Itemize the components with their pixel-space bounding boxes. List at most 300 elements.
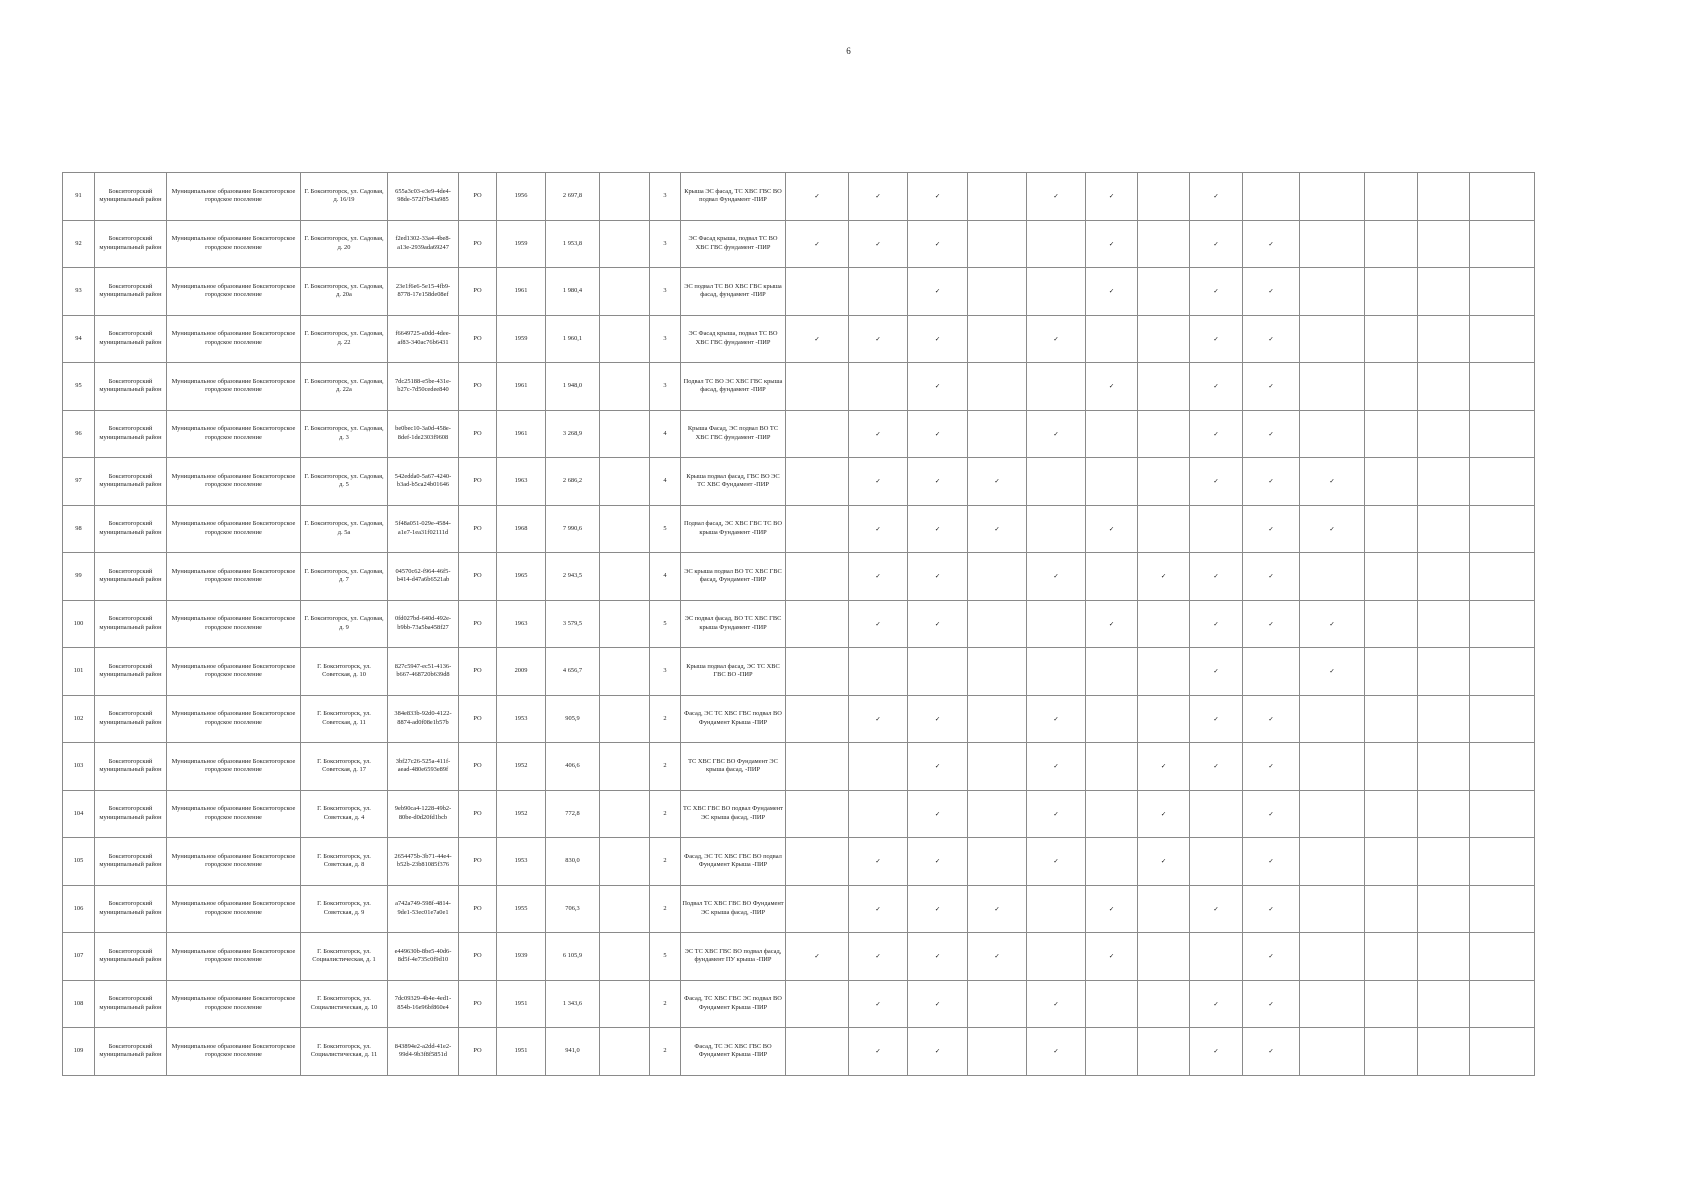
empty-check-cell [786, 838, 849, 886]
building-id-cell: f2ed1302-33a4-4be8-a13e-2939ada69247 [388, 220, 459, 268]
check-mark-icon: ✓ [849, 315, 908, 363]
table-row [63, 363, 1535, 411]
year-built-cell: 1953 [497, 695, 546, 743]
area-cell: 406,6 [546, 743, 600, 791]
table-row [63, 1028, 1535, 1076]
table-row [63, 553, 1535, 601]
works-cell: Фасад, ЭС ТС ХВС ГВС подвал ВО Фундамент Крыша -ПИР [681, 695, 786, 743]
empty-cell [600, 790, 650, 838]
check-mark-icon: ✓ [908, 743, 968, 791]
empty-check-cell [1365, 790, 1418, 838]
fund-type-cell: РО [459, 315, 497, 363]
floors-cell: 5 [650, 600, 681, 648]
floors-cell: 4 [650, 458, 681, 506]
fund-type-cell: РО [459, 933, 497, 981]
municipality-cell: Муниципальное образование Бокситогорское городское поселение [167, 980, 301, 1028]
address-cell: Г. Бокситогорск, ул. Социалистическая, д. 1 [301, 933, 388, 981]
empty-check-cell [968, 790, 1027, 838]
fund-type-cell: РО [459, 553, 497, 601]
check-mark-icon: ✓ [968, 505, 1027, 553]
empty-check-cell [1027, 268, 1086, 316]
check-mark-icon: ✓ [1086, 885, 1138, 933]
empty-check-cell [1418, 600, 1470, 648]
row-number-cell: 95 [63, 363, 95, 411]
check-mark-icon: ✓ [968, 933, 1027, 981]
check-mark-icon: ✓ [908, 505, 968, 553]
municipality-cell: Муниципальное образование Бокситогорское городское поселение [167, 363, 301, 411]
municipality-cell: Муниципальное образование Бокситогорское городское поселение [167, 458, 301, 506]
check-mark-icon: ✓ [908, 980, 968, 1028]
table-row [63, 980, 1535, 1028]
empty-check-cell [1190, 505, 1243, 553]
municipality-cell: Муниципальное образование Бокситогорское городское поселение [167, 410, 301, 458]
floors-cell: 2 [650, 695, 681, 743]
row-number-cell: 100 [63, 600, 95, 648]
empty-check-cell [1300, 173, 1365, 221]
address-cell: Г. Бокситогорск, ул. Садовая, д. 5 [301, 458, 388, 506]
empty-check-cell [1418, 173, 1470, 221]
empty-check-cell [1418, 220, 1470, 268]
address-cell: Г. Бокситогорск, ул. Садовая, д. 5а [301, 505, 388, 553]
district-cell: Бокситогорский муниципальный район [95, 220, 167, 268]
empty-check-cell [786, 885, 849, 933]
district-cell: Бокситогорский муниципальный район [95, 885, 167, 933]
check-mark-icon: ✓ [1027, 173, 1086, 221]
building-id-cell: 827c5947-ec51-4136-b667-468720b639d8 [388, 648, 459, 696]
building-id-cell: 9eb90ca4-1228-49b2-80be-d0d20fd1bcb [388, 790, 459, 838]
address-cell: Г. Бокситогорск, ул. Социалистическая, д. 10 [301, 980, 388, 1028]
check-mark-icon: ✓ [1190, 885, 1243, 933]
check-mark-icon: ✓ [1243, 220, 1300, 268]
building-id-cell: 23e1f6e6-5e15-4fb9-8778-17e158de08ef [388, 268, 459, 316]
empty-cell [600, 268, 650, 316]
empty-cell [600, 695, 650, 743]
municipality-cell: Муниципальное образование Бокситогорское городское поселение [167, 505, 301, 553]
housing-register-table [62, 172, 1535, 1076]
check-mark-icon: ✓ [908, 838, 968, 886]
empty-check-cell [786, 695, 849, 743]
fund-type-cell: РО [459, 410, 497, 458]
empty-cell [600, 600, 650, 648]
district-cell: Бокситогорский муниципальный район [95, 410, 167, 458]
empty-check-cell [1300, 885, 1365, 933]
district-cell: Бокситогорский муниципальный район [95, 268, 167, 316]
check-mark-icon: ✓ [1086, 173, 1138, 221]
empty-check-cell [1470, 410, 1535, 458]
check-mark-icon: ✓ [1243, 980, 1300, 1028]
address-cell: Г. Бокситогорск, ул. Советская, д. 4 [301, 790, 388, 838]
empty-check-cell [1086, 410, 1138, 458]
empty-check-cell [1300, 363, 1365, 411]
empty-check-cell [1365, 220, 1418, 268]
empty-check-cell [786, 505, 849, 553]
address-cell: Г. Бокситогорск, ул. Садовая, д. 3 [301, 410, 388, 458]
address-cell: Г. Бокситогорск, ул. Советская, д. 17 [301, 743, 388, 791]
empty-check-cell [786, 1028, 849, 1076]
fund-type-cell: РО [459, 173, 497, 221]
empty-check-cell [968, 315, 1027, 363]
table-row [63, 743, 1535, 791]
empty-check-cell [1365, 173, 1418, 221]
empty-check-cell [1418, 458, 1470, 506]
empty-check-cell [968, 363, 1027, 411]
empty-cell [600, 458, 650, 506]
empty-check-cell [968, 600, 1027, 648]
year-built-cell: 1939 [497, 933, 546, 981]
empty-check-cell [1418, 790, 1470, 838]
area-cell: 1 980,4 [546, 268, 600, 316]
empty-check-cell [968, 980, 1027, 1028]
empty-check-cell [1190, 790, 1243, 838]
empty-check-cell [968, 695, 1027, 743]
row-number-cell: 103 [63, 743, 95, 791]
check-mark-icon: ✓ [968, 458, 1027, 506]
empty-check-cell [1418, 553, 1470, 601]
check-mark-icon: ✓ [968, 885, 1027, 933]
empty-check-cell [1138, 315, 1190, 363]
check-mark-icon: ✓ [1190, 980, 1243, 1028]
empty-check-cell [1086, 648, 1138, 696]
address-cell: Г. Бокситогорск, ул. Садовая, д. 20а [301, 268, 388, 316]
empty-check-cell [1470, 315, 1535, 363]
check-mark-icon: ✓ [849, 838, 908, 886]
empty-check-cell [1027, 648, 1086, 696]
check-mark-icon: ✓ [1086, 600, 1138, 648]
row-number-cell: 97 [63, 458, 95, 506]
check-mark-icon: ✓ [908, 695, 968, 743]
row-number-cell: 94 [63, 315, 95, 363]
empty-check-cell [1365, 838, 1418, 886]
empty-check-cell [1418, 933, 1470, 981]
works-cell: Фасад, ЭС ТС ХВС ГВС ВО подвал Фундамент Крыша -ПИР [681, 838, 786, 886]
building-id-cell: 3bf27c26-525a-411f-aead-480e6593e89f [388, 743, 459, 791]
fund-type-cell: РО [459, 885, 497, 933]
empty-check-cell [1365, 315, 1418, 363]
empty-check-cell [1086, 790, 1138, 838]
check-mark-icon: ✓ [1190, 410, 1243, 458]
row-number-cell: 105 [63, 838, 95, 886]
check-mark-icon: ✓ [849, 173, 908, 221]
empty-check-cell [1470, 790, 1535, 838]
empty-check-cell [1418, 363, 1470, 411]
empty-check-cell [1027, 220, 1086, 268]
empty-check-cell [786, 980, 849, 1028]
empty-check-cell [786, 600, 849, 648]
table-row [63, 790, 1535, 838]
table-row [63, 505, 1535, 553]
empty-check-cell [1086, 315, 1138, 363]
empty-check-cell [1365, 648, 1418, 696]
empty-check-cell [1138, 458, 1190, 506]
municipality-cell: Муниципальное образование Бокситогорское городское поселение [167, 885, 301, 933]
floors-cell: 2 [650, 885, 681, 933]
check-mark-icon: ✓ [1190, 648, 1243, 696]
fund-type-cell: РО [459, 600, 497, 648]
floors-cell: 5 [650, 933, 681, 981]
check-mark-icon: ✓ [1086, 363, 1138, 411]
check-mark-icon: ✓ [1190, 695, 1243, 743]
check-mark-icon: ✓ [1027, 980, 1086, 1028]
works-cell: Подвал фасад, ЭС ХВС ГВС ТС ВО крыша Фундамент -ПИР [681, 505, 786, 553]
check-mark-icon: ✓ [908, 790, 968, 838]
check-mark-icon: ✓ [1190, 315, 1243, 363]
check-mark-icon: ✓ [849, 410, 908, 458]
building-id-cell: 655a3c03-e3e9-4de4-98de-572f7b43a985 [388, 173, 459, 221]
municipality-cell: Муниципальное образование Бокситогорское городское поселение [167, 933, 301, 981]
municipality-cell: Муниципальное образование Бокситогорское городское поселение [167, 220, 301, 268]
empty-check-cell [1470, 933, 1535, 981]
year-built-cell: 1955 [497, 885, 546, 933]
area-cell: 1 960,1 [546, 315, 600, 363]
empty-check-cell [968, 220, 1027, 268]
year-built-cell: 1952 [497, 743, 546, 791]
empty-check-cell [1470, 743, 1535, 791]
fund-type-cell: РО [459, 363, 497, 411]
address-cell: Г. Бокситогорск, ул. Садовая, д. 16/19 [301, 173, 388, 221]
table-body [63, 173, 1535, 1076]
empty-check-cell [1365, 695, 1418, 743]
empty-check-cell [1300, 933, 1365, 981]
empty-check-cell [1243, 173, 1300, 221]
empty-check-cell [1365, 980, 1418, 1028]
fund-type-cell: РО [459, 743, 497, 791]
year-built-cell: 1963 [497, 458, 546, 506]
works-cell: ЭС подвал фасад, ВО ТС ХВС ГВС крыша Фундамент -ПИР [681, 600, 786, 648]
table-row [63, 933, 1535, 981]
area-cell: 7 990,6 [546, 505, 600, 553]
check-mark-icon: ✓ [1243, 600, 1300, 648]
fund-type-cell: РО [459, 790, 497, 838]
empty-check-cell [1470, 505, 1535, 553]
municipality-cell: Муниципальное образование Бокситогорское городское поселение [167, 790, 301, 838]
address-cell: Г. Бокситогорск, ул. Садовая, д. 9 [301, 600, 388, 648]
check-mark-icon: ✓ [1027, 315, 1086, 363]
building-id-cell: 542edda0-5a67-4240-b3ad-b5ca24b01646 [388, 458, 459, 506]
empty-check-cell [1300, 980, 1365, 1028]
empty-check-cell [1300, 553, 1365, 601]
empty-check-cell [1470, 600, 1535, 648]
row-number-cell: 93 [63, 268, 95, 316]
empty-check-cell [1470, 268, 1535, 316]
check-mark-icon: ✓ [908, 885, 968, 933]
floors-cell: 2 [650, 1028, 681, 1076]
area-cell: 1 948,0 [546, 363, 600, 411]
empty-check-cell [1300, 743, 1365, 791]
row-number-cell: 108 [63, 980, 95, 1028]
empty-check-cell [1300, 695, 1365, 743]
year-built-cell: 1959 [497, 220, 546, 268]
floors-cell: 2 [650, 838, 681, 886]
table-row [63, 838, 1535, 886]
check-mark-icon: ✓ [1190, 1028, 1243, 1076]
row-number-cell: 101 [63, 648, 95, 696]
fund-type-cell: РО [459, 838, 497, 886]
empty-check-cell [1365, 933, 1418, 981]
area-cell: 3 579,5 [546, 600, 600, 648]
table-row [63, 268, 1535, 316]
address-cell: Г. Бокситогорск, ул. Садовая, д. 22 [301, 315, 388, 363]
floors-cell: 4 [650, 410, 681, 458]
empty-check-cell [1027, 600, 1086, 648]
empty-check-cell [1086, 838, 1138, 886]
fund-type-cell: РО [459, 695, 497, 743]
year-built-cell: 1963 [497, 600, 546, 648]
empty-check-cell [1138, 885, 1190, 933]
address-cell: Г. Бокситогорск, ул. Советская, д. 10 [301, 648, 388, 696]
building-id-cell: 0fd027bd-640d-492e-b9bb-73a5ba458f27 [388, 600, 459, 648]
empty-check-cell [1418, 980, 1470, 1028]
empty-check-cell [786, 410, 849, 458]
area-cell: 905,9 [546, 695, 600, 743]
check-mark-icon: ✓ [1086, 268, 1138, 316]
empty-cell [600, 410, 650, 458]
check-mark-icon: ✓ [908, 315, 968, 363]
works-cell: Подвал ТС ВО ЭС ХВС ГВС крыша фасад, фундамент -ПИР [681, 363, 786, 411]
empty-check-cell [849, 743, 908, 791]
check-mark-icon: ✓ [1027, 553, 1086, 601]
year-built-cell: 1961 [497, 363, 546, 411]
empty-check-cell [1190, 838, 1243, 886]
check-mark-icon: ✓ [1190, 363, 1243, 411]
check-mark-icon: ✓ [1190, 268, 1243, 316]
empty-check-cell [968, 268, 1027, 316]
table-row [63, 695, 1535, 743]
empty-check-cell [1138, 600, 1190, 648]
empty-check-cell [1086, 458, 1138, 506]
empty-check-cell [1365, 885, 1418, 933]
check-mark-icon: ✓ [1027, 410, 1086, 458]
empty-check-cell [786, 790, 849, 838]
area-cell: 1 953,8 [546, 220, 600, 268]
table-row [63, 458, 1535, 506]
area-cell: 830,0 [546, 838, 600, 886]
address-cell: Г. Бокситогорск, ул. Советская, д. 9 [301, 885, 388, 933]
floors-cell: 3 [650, 220, 681, 268]
check-mark-icon: ✓ [908, 363, 968, 411]
table-row [63, 410, 1535, 458]
year-built-cell: 1953 [497, 838, 546, 886]
floors-cell: 5 [650, 505, 681, 553]
empty-check-cell [1470, 980, 1535, 1028]
empty-check-cell [1300, 838, 1365, 886]
empty-check-cell [1418, 505, 1470, 553]
works-cell: Крыша Фасад, ЭС подвал ВО ТС ХВС ГВС фундамент -ПИР [681, 410, 786, 458]
district-cell: Бокситогорский муниципальный район [95, 458, 167, 506]
empty-cell [600, 505, 650, 553]
empty-check-cell [786, 553, 849, 601]
check-mark-icon: ✓ [1243, 790, 1300, 838]
district-cell: Бокситогорский муниципальный район [95, 363, 167, 411]
area-cell: 2 943,5 [546, 553, 600, 601]
municipality-cell: Муниципальное образование Бокситогорское городское поселение [167, 315, 301, 363]
row-number-cell: 104 [63, 790, 95, 838]
check-mark-icon: ✓ [849, 695, 908, 743]
empty-check-cell [1300, 315, 1365, 363]
empty-check-cell [968, 1028, 1027, 1076]
check-mark-icon: ✓ [1138, 743, 1190, 791]
empty-check-cell [1365, 410, 1418, 458]
check-mark-icon: ✓ [1300, 648, 1365, 696]
check-mark-icon: ✓ [1190, 458, 1243, 506]
empty-check-cell [1086, 743, 1138, 791]
area-cell: 3 268,9 [546, 410, 600, 458]
empty-check-cell [968, 173, 1027, 221]
empty-check-cell [1190, 933, 1243, 981]
page-number: 6 [846, 46, 851, 56]
year-built-cell: 2009 [497, 648, 546, 696]
row-number-cell: 98 [63, 505, 95, 553]
check-mark-icon: ✓ [849, 505, 908, 553]
district-cell: Бокситогорский муниципальный район [95, 600, 167, 648]
area-cell: 706,3 [546, 885, 600, 933]
check-mark-icon: ✓ [1027, 695, 1086, 743]
check-mark-icon: ✓ [908, 600, 968, 648]
check-mark-icon: ✓ [1243, 505, 1300, 553]
empty-check-cell [1418, 315, 1470, 363]
check-mark-icon: ✓ [1190, 600, 1243, 648]
empty-check-cell [1365, 268, 1418, 316]
table-row [63, 885, 1535, 933]
empty-check-cell [1138, 173, 1190, 221]
works-cell: ЭС Фасад крыша, подвал ТС ВО ХВС ГВС фундамент -ПИР [681, 220, 786, 268]
empty-check-cell [1470, 1028, 1535, 1076]
check-mark-icon: ✓ [849, 933, 908, 981]
district-cell: Бокситогорский муниципальный район [95, 505, 167, 553]
works-cell: ЭС Фасад крыша, подвал ТС ВО ХВС ГВС фундамент -ПИР [681, 315, 786, 363]
year-built-cell: 1961 [497, 410, 546, 458]
empty-check-cell [1086, 980, 1138, 1028]
municipality-cell: Муниципальное образование Бокситогорское городское поселение [167, 1028, 301, 1076]
works-cell: ТС ХВС ГВС ВО Фундамент ЭС крыша фасад, -ПИР [681, 743, 786, 791]
check-mark-icon: ✓ [908, 173, 968, 221]
works-cell: Крыша ЭС фасад, ТС ХВС ГВС ВО подвал Фундамент -ПИР [681, 173, 786, 221]
check-mark-icon: ✓ [1086, 933, 1138, 981]
fund-type-cell: РО [459, 1028, 497, 1076]
empty-check-cell [1418, 743, 1470, 791]
address-cell: Г. Бокситогорск, ул. Советская, д. 11 [301, 695, 388, 743]
year-built-cell: 1951 [497, 1028, 546, 1076]
empty-check-cell [1086, 695, 1138, 743]
floors-cell: 3 [650, 315, 681, 363]
empty-check-cell [849, 268, 908, 316]
empty-check-cell [1027, 885, 1086, 933]
floors-cell: 2 [650, 790, 681, 838]
municipality-cell: Муниципальное образование Бокситогорское городское поселение [167, 600, 301, 648]
row-number-cell: 109 [63, 1028, 95, 1076]
empty-check-cell [1138, 268, 1190, 316]
check-mark-icon: ✓ [849, 980, 908, 1028]
check-mark-icon: ✓ [1027, 743, 1086, 791]
area-cell: 772,8 [546, 790, 600, 838]
check-mark-icon: ✓ [1300, 505, 1365, 553]
row-number-cell: 107 [63, 933, 95, 981]
empty-check-cell [1027, 933, 1086, 981]
empty-check-cell [1138, 695, 1190, 743]
empty-check-cell [1138, 410, 1190, 458]
municipality-cell: Муниципальное образование Бокситогорское городское поселение [167, 743, 301, 791]
empty-check-cell [1138, 363, 1190, 411]
floors-cell: 3 [650, 268, 681, 316]
municipality-cell: Муниципальное образование Бокситогорское городское поселение [167, 173, 301, 221]
empty-check-cell [849, 363, 908, 411]
empty-check-cell [849, 790, 908, 838]
district-cell: Бокситогорский муниципальный район [95, 743, 167, 791]
year-built-cell: 1951 [497, 980, 546, 1028]
check-mark-icon: ✓ [1190, 743, 1243, 791]
empty-check-cell [1138, 933, 1190, 981]
empty-check-cell [1365, 743, 1418, 791]
district-cell: Бокситогорский муниципальный район [95, 173, 167, 221]
